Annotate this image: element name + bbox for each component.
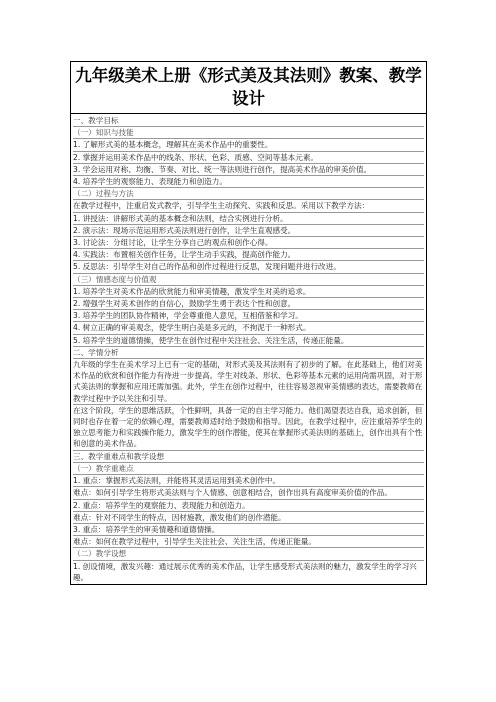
document-body [71, 114, 426, 584]
paragraph: 3. 培养学生的团队协作精神，学会尊重他人意见，互相借鉴和学习。 [73, 310, 424, 322]
paragraph: 难点：针对不同学生的特点，因材施教，激发他们的创作潜能。 [73, 512, 424, 524]
document-table [70, 61, 427, 585]
paragraph: 1. 重点：掌握形式美法则，并能将其灵活运用到美术创作中。 [73, 475, 424, 487]
paragraph: 3. 学会运用对称、均衡、节奏、对比、统一等法则进行创作，提高美术作品的审美价值。 [73, 164, 424, 176]
paragraph: 4. 树立正确的审美观念，使学生明白美是多元的，不拘泥于一种形式。 [73, 322, 424, 334]
paragraph: 1. 了解形式美的基本概念，理解其在美术作品中的重要性。 [73, 139, 424, 151]
paragraph: 九年级的学生在美术学习上已有一定的基础，对形式美及其法则有了初步的了解。在此基础上，他们对美术作品的欣赏和创作能力有待进一步提高。学生对线条、形状、色彩等基本元素的运用尚需巩固，对于形式美法则的掌握和应用还需加强。此外，学生在创作过程中，往往容易忽视审美情感的表达，需要教师在教学过程中予以关注和引导。 [73, 359, 424, 405]
paragraph: 在这个阶段，学生的思维活跃，个性鲜明，具备一定的自主学习能力。他们渴望表达自我，追求创新，但同时也存在着一定的依赖心理，需要教师适时给予鼓励和指导。因此，在教学过程中，应注重培养学生的独立思考能力和实践操作能力，激发学生的创作潜能，使其在掌握形式美法则的基础上，创作出具有个性和创意的美术作品。 [73, 405, 424, 451]
paragraph: 2. 重点：培养学生的观察能力、表现能力和创造力。 [73, 500, 424, 512]
paragraph: 1. 创设情境，激发兴趣：通过展示优秀的美术作品，让学生感受形式美法则的魅力，激发学生的学习兴趣。 [73, 561, 417, 582]
section-heading: （二）教学设想 [73, 548, 424, 560]
paragraph: 5. 培养学生的道德情操，使学生在创作过程中关注社会、关注生活，传递正能量。 [73, 335, 424, 347]
section-heading: （一）教学重难点 [73, 463, 424, 475]
section-heading: （一）知识与技能 [73, 127, 424, 139]
section-heading: 三、教学重难点和教学设想 [73, 451, 424, 463]
paragraph: 5. 反思法：引导学生对自己的作品和创作过程进行反思，发现问题并进行改进。 [73, 261, 424, 273]
paragraph: 3. 讨论法：分组讨论，让学生分享自己的观点和创作心得。 [73, 237, 424, 249]
paragraph: 2. 演示法：现场示范运用形式美法则进行创作，让学生直观感受。 [73, 225, 424, 237]
paragraph: 1. 培养学生对美术作品的欣赏能力和审美情趣，激发学生对美的追求。 [73, 286, 424, 298]
section-heading: 一、教学目标 [73, 115, 424, 127]
section-heading: （二）过程与方法 [73, 188, 424, 200]
paragraph: 2. 掌握并运用美术作品中的线条、形状、色彩、质感、空间等基本元素。 [73, 152, 424, 164]
paragraph: 难点：如何引导学生将形式美法则与个人情感、创意相结合，创作出具有高度审美价值的作品。 [73, 487, 424, 499]
paragraph: 4. 实践法：布置相关创作任务，让学生动手实践，提高创作能力。 [73, 249, 424, 261]
section-heading: （三）情感态度与价值观 [73, 274, 424, 286]
paragraph: 1. 讲授法：讲解形式美的基本概念和法则，结合实例进行分析。 [73, 213, 424, 225]
paragraph: 3. 重点：培养学生的审美情趣和道德情操。 [73, 524, 424, 536]
paragraph: 在教学过程中，注重启发式教学，引导学生主动探究、实践和反思。采用以下教学方法： [73, 200, 424, 212]
paragraph: 4. 培养学生的观察能力、表现能力和创造力。 [73, 176, 424, 188]
paragraph: 难点：如何在教学过程中，引导学生关注社会、关注生活，传递正能量。 [73, 536, 424, 548]
section-heading: 二、学情分析 [73, 347, 424, 359]
paragraph: 2. 增强学生对美术创作的自信心，鼓励学生勇于表达个性和创意。 [73, 298, 424, 310]
document-title: 九年级美术上册《形式美及其法则》教案、教学设计 [71, 62, 426, 114]
